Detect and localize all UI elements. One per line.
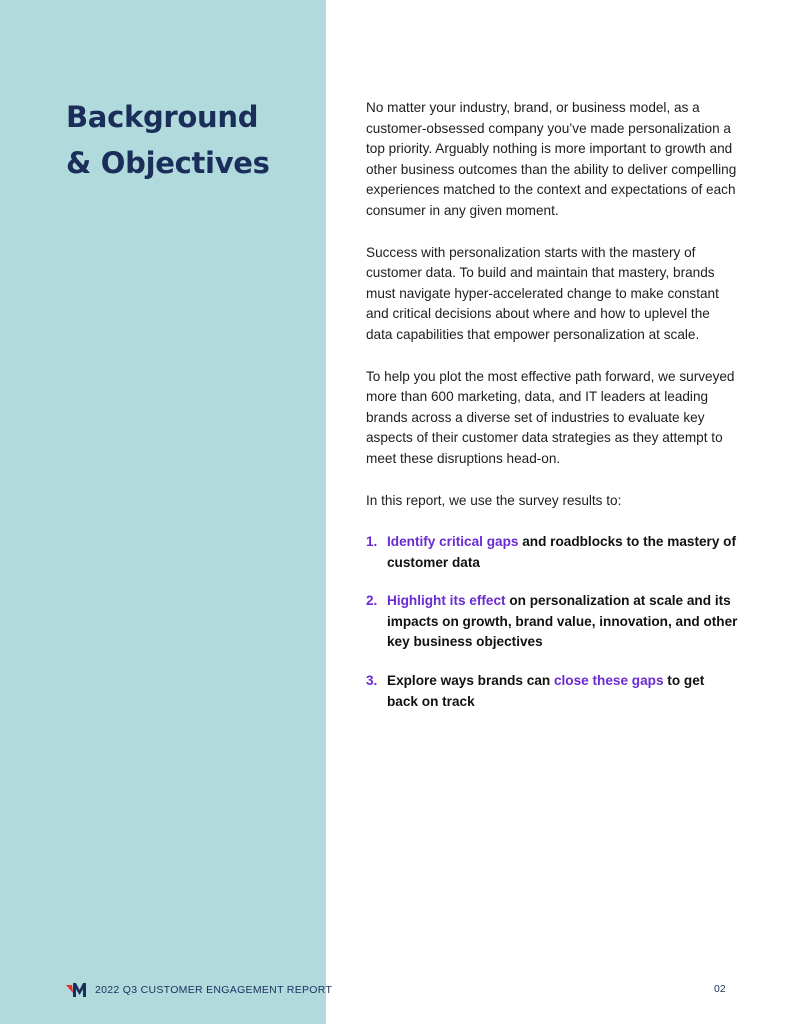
objective-text-before: Explore ways brands can bbox=[387, 673, 554, 689]
objective-highlight: Identify critical gaps bbox=[387, 534, 519, 550]
customer-data-paragraph: Success with personalization starts with the mastery of customer data. To build and maintain that mastery, brands must navigate hyper-accelerated change to make constant and critical decisions about where and how to uplevel the data capabilities that empower personalization at scale. bbox=[366, 244, 719, 342]
report-intro-paragraph: In this report, we use the survey results to: bbox=[366, 492, 622, 508]
objectives-list bbox=[366, 532, 738, 712]
page-title bbox=[66, 94, 270, 186]
objective-text-after: and roadblocks to the mastery of customer data bbox=[387, 534, 736, 570]
objective-text-after: on personalization at scale and its impacts on growth, brand value, innovation, and other key business objectives bbox=[387, 593, 738, 650]
body-content bbox=[366, 98, 738, 730]
intro-paragraph: No matter your industry, brand, or business model, as a customer-obsessed company you’ve made personalization a top priority. Arguably nothing is more important to growth and other business outcomes than the ability to deliver compelling experiences matched to the context and expectations of each consumer in any given moment. bbox=[366, 100, 737, 218]
objective-highlight: close these gaps bbox=[553, 673, 664, 689]
objective-number: 2. bbox=[366, 593, 378, 609]
objective-item bbox=[366, 532, 738, 573]
objective-item bbox=[366, 591, 738, 653]
survey-paragraph: To help you plot the most effective path forward, we surveyed more than 600 marketing, data, and IT leaders at leading brands across a diverse set of industries to evaluate key aspects of their customer data strategies as they attempt to meet these disruptions head-on. bbox=[366, 368, 735, 466]
objective-highlight: Highlight its effect bbox=[387, 593, 506, 609]
page-number: 02 bbox=[714, 983, 726, 995]
objective-number: 3. bbox=[366, 673, 378, 689]
footer bbox=[66, 982, 332, 998]
page-title-line-2: & Objectives bbox=[66, 146, 270, 180]
page-title-line-1: Background bbox=[66, 100, 259, 134]
objective-text-after: to get back on track bbox=[387, 673, 705, 709]
m-logo-icon bbox=[66, 983, 86, 997]
report-name: 2022 Q3 CUSTOMER ENGAGEMENT REPORT bbox=[95, 984, 333, 996]
objective-item bbox=[366, 671, 738, 712]
objective-number: 1. bbox=[366, 534, 378, 550]
